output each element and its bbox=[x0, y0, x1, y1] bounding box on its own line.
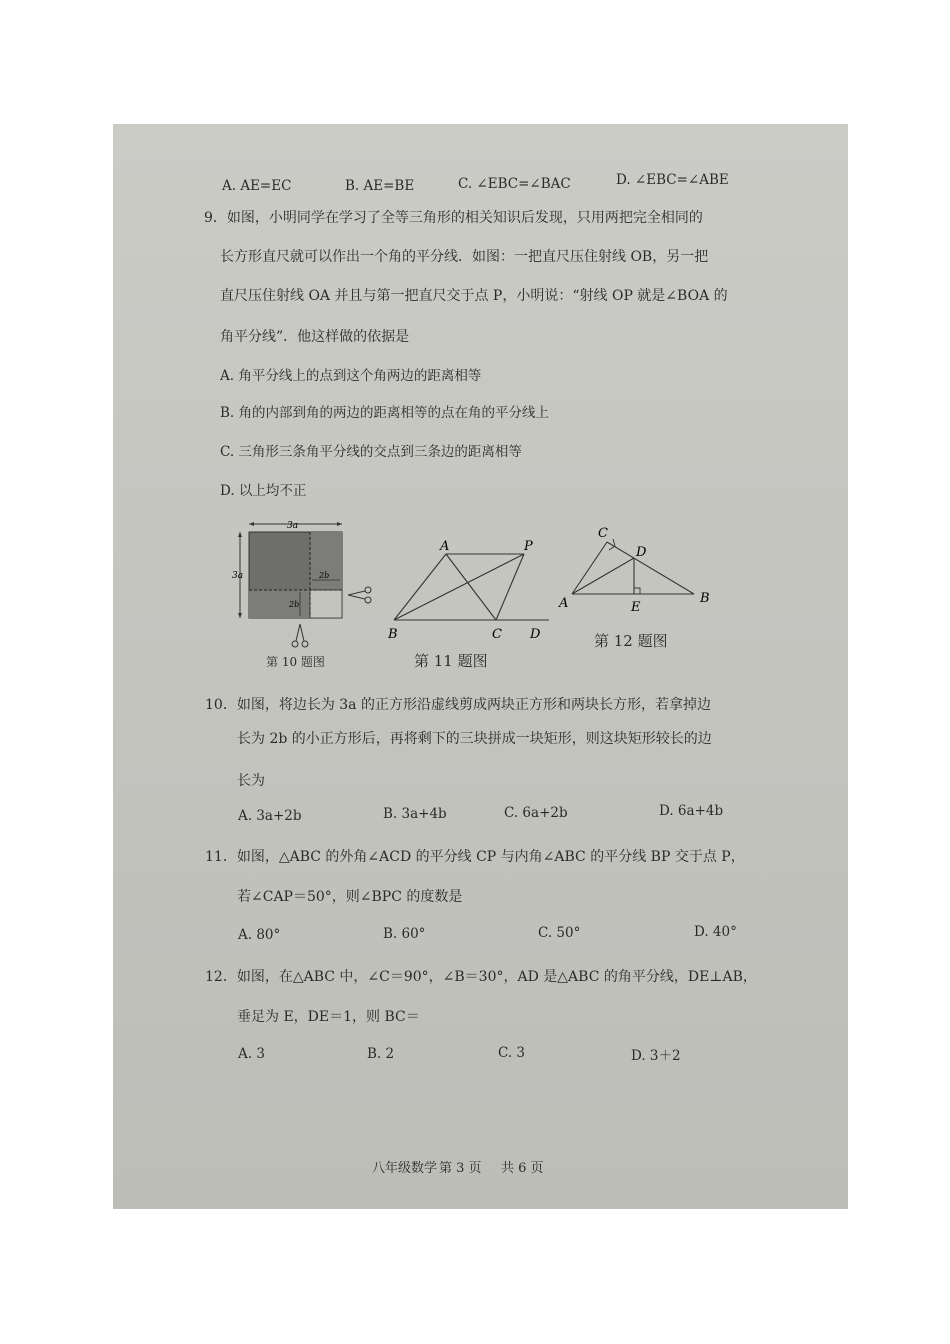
q11-stem-line-2: 若∠CAP＝50°，则∠BPC 的度数是 bbox=[237, 889, 463, 905]
q10-stem-line-3: 长为 bbox=[237, 773, 265, 789]
q12-option-c[interactable]: C. 3 bbox=[498, 1045, 526, 1061]
figure-12 bbox=[552, 518, 722, 623]
q10-option-b[interactable]: B. 3a+4b bbox=[383, 806, 447, 822]
q9-stem-line-3: 直尺压住射线 OA 并且与第一把直尺交于点 P，小明说：“射线 OP 就是∠BOA 的 bbox=[220, 288, 728, 304]
figure-11 bbox=[384, 538, 554, 648]
q9-option-c[interactable]: C. 三角形三条角平分线的交点到三条边的距离相等 bbox=[220, 444, 522, 460]
q9-stem-line-4: 角平分线”．他这样做的依据是 bbox=[220, 329, 410, 345]
fig11-label-a: A bbox=[440, 539, 450, 554]
q10-stem-line-2: 长为 2b 的小正方形后，再将剩下的三块拼成一块矩形，则这块矩形较长的边 bbox=[237, 731, 712, 747]
q10-option-a[interactable]: A. 3a+2b bbox=[238, 808, 302, 824]
fig11-label-b: B bbox=[388, 627, 398, 642]
fig11-label-c: C bbox=[492, 627, 502, 642]
q12-option-b[interactable]: B. 2 bbox=[367, 1046, 395, 1062]
scissors-icon-right bbox=[348, 587, 371, 603]
figure-11-caption: 第 11 题图 bbox=[414, 652, 488, 670]
q8-option-b[interactable]: B. AE=BE bbox=[345, 178, 415, 194]
q9-stem-line-2: 长方形直尺就可以作出一个角的平分线．如图：一把直尺压住射线 OB，另一把 bbox=[220, 249, 709, 265]
q9-option-b[interactable]: B. 角的内部到角的两边的距离相等的点在角的平分线上 bbox=[220, 405, 550, 421]
figure-12-caption: 第 12 题图 bbox=[594, 632, 668, 650]
q10-option-c[interactable]: C. 6a+2b bbox=[504, 805, 568, 821]
q8-option-c[interactable]: C. ∠EBC=∠BAC bbox=[458, 176, 571, 192]
fig10-label-right: 2b bbox=[319, 571, 330, 580]
fig10-label-left: 3a bbox=[232, 571, 244, 581]
figure-10 bbox=[232, 518, 377, 653]
q11-stem-line-1: 11．如图，△ABC 的外角∠ACD 的平分线 CP 与内角∠ABC 的平分线 BP 交于点 P， bbox=[205, 849, 745, 865]
fig12-label-b: B bbox=[700, 591, 710, 606]
fig11-label-p: P bbox=[524, 539, 533, 554]
q9-option-a[interactable]: A. 角平分线上的点到这个角两边的距离相等 bbox=[220, 368, 482, 384]
q8-option-d[interactable]: D. ∠EBC=∠ABE bbox=[616, 172, 729, 188]
q11-option-c[interactable]: C. 50° bbox=[538, 925, 581, 941]
footer-subject: 八年级数学 bbox=[372, 1161, 438, 1176]
q9-stem-line-1: 9．如图，小明同学在学习了全等三角形的相关知识后发现，只用两把完全相同的 bbox=[204, 210, 703, 226]
footer-total-pages: 共 6 页 bbox=[501, 1161, 544, 1176]
q9-option-d[interactable]: D. 以上均不正 bbox=[220, 483, 307, 499]
q12-stem-line-2: 垂足为 E，DE＝1，则 BC＝ bbox=[237, 1009, 420, 1025]
q11-option-d[interactable]: D. 40° bbox=[694, 924, 737, 940]
figure-10-caption: 第 10 题图 bbox=[266, 655, 325, 669]
q10-stem-line-1: 10．如图，将边长为 3a 的正方形沿虚线剪成两块正方形和两块长方形，若拿掉边 bbox=[205, 697, 711, 713]
q12-option-a[interactable]: A. 3 bbox=[238, 1046, 265, 1062]
fig12-label-c: C bbox=[598, 526, 608, 541]
footer-page-number: 第 3 页 bbox=[439, 1161, 482, 1176]
scissors-icon-bottom bbox=[292, 624, 308, 647]
fig10-label-top: 3a bbox=[287, 521, 299, 531]
fig12-label-a: A bbox=[559, 596, 569, 611]
q12-option-d[interactable]: D. 3＋2 bbox=[631, 1048, 681, 1064]
q11-option-a[interactable]: A. 80° bbox=[238, 927, 281, 943]
fig12-label-d: D bbox=[636, 545, 647, 560]
fig11-label-d: D bbox=[530, 627, 541, 642]
fig10-label-bottom: 2b bbox=[289, 600, 300, 609]
q8-option-a[interactable]: A. AE=EC bbox=[222, 178, 292, 194]
q10-option-d[interactable]: D. 6a+4b bbox=[659, 803, 724, 819]
q11-option-b[interactable]: B. 60° bbox=[383, 926, 426, 942]
fig12-label-e: E bbox=[631, 600, 641, 615]
q12-stem-line-1: 12．如图，在△ABC 中，∠C＝90°，∠B＝30°，AD 是△ABC 的角平分线，DE⊥AB， bbox=[205, 969, 757, 985]
